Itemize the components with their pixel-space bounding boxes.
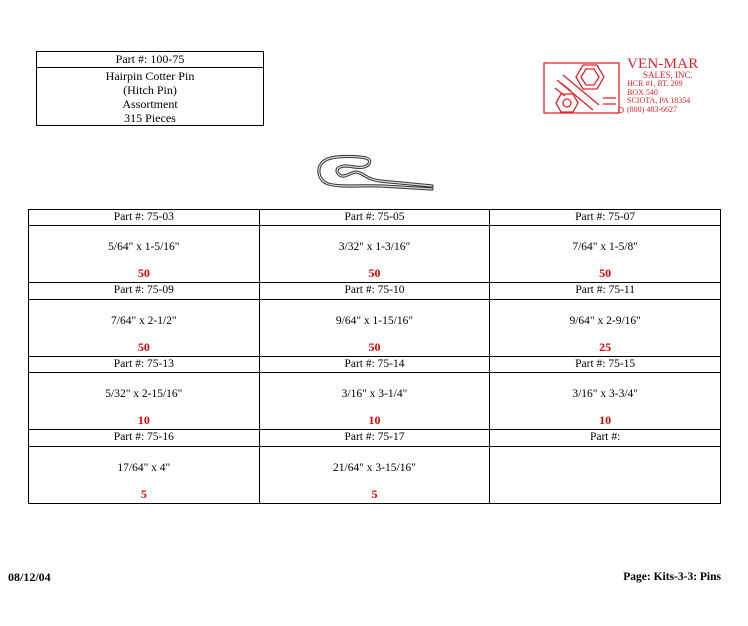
part-quantity: 50 bbox=[137, 339, 150, 354]
company-address-line: HCR #1, RT. 209 bbox=[627, 79, 683, 88]
table-row bbox=[29, 283, 721, 299]
part-detail-cell bbox=[259, 446, 490, 503]
kit-part-number: Part #: 100-75 bbox=[37, 52, 263, 68]
part-size: 17/64" x 4" bbox=[117, 461, 171, 474]
part-size: 7/64" x 2-1/2" bbox=[111, 314, 177, 327]
part-number-cell: Part #: 75-09 bbox=[29, 283, 260, 299]
company-address-line: BOX 540 bbox=[627, 87, 658, 97]
part-size: 7/64" x 1-5/8" bbox=[572, 241, 638, 254]
kit-description bbox=[37, 68, 263, 125]
table-row bbox=[29, 373, 721, 430]
part-quantity: 50 bbox=[368, 339, 381, 354]
part-number-cell: Part #: 75-16 bbox=[29, 430, 260, 446]
kit-description-line: 315 Pieces bbox=[124, 111, 176, 125]
table-row bbox=[29, 226, 721, 283]
part-number-cell: Part #: 75-03 bbox=[29, 210, 260, 226]
part-detail-cell bbox=[259, 226, 490, 283]
part-quantity: 25 bbox=[599, 339, 612, 354]
company-name: VEN-MAR bbox=[627, 56, 699, 72]
part-size: 9/64" x 2-9/16" bbox=[569, 314, 641, 327]
part-detail-cell bbox=[490, 226, 721, 283]
part-detail-cell bbox=[29, 299, 260, 356]
footer-date: 08/12/04 bbox=[8, 570, 51, 584]
part-detail-cell bbox=[259, 373, 490, 430]
part-number-cell: Part #: 75-17 bbox=[259, 430, 490, 446]
part-size: 9/64" x 1-15/16" bbox=[335, 314, 414, 327]
table-row bbox=[29, 210, 721, 226]
part-detail-cell bbox=[259, 299, 490, 356]
part-quantity: 50 bbox=[599, 266, 612, 281]
table-row bbox=[29, 356, 721, 372]
part-detail-cell bbox=[29, 226, 260, 283]
part-quantity: 10 bbox=[599, 413, 612, 428]
part-detail-cell bbox=[29, 446, 260, 503]
part-number-cell: Part #: 75-13 bbox=[29, 356, 260, 372]
part-size: 3/16" x 3-3/4" bbox=[572, 388, 638, 401]
part-quantity: 5 bbox=[140, 487, 147, 501]
part-number-cell: Part #: bbox=[490, 430, 721, 446]
part-number-cell: Part #: 75-11 bbox=[490, 283, 721, 299]
table-row bbox=[29, 446, 721, 503]
part-quantity: 50 bbox=[137, 266, 150, 281]
part-number-cell: Part #: 75-07 bbox=[490, 210, 721, 226]
company-subtitle: SALES, INC. bbox=[643, 70, 693, 80]
kit-description-line: Hairpin Cotter Pin bbox=[105, 69, 195, 83]
company-info bbox=[627, 57, 698, 114]
part-quantity: 5 bbox=[371, 487, 378, 501]
company-phone: (800) 483-6627 bbox=[627, 104, 677, 114]
part-number-cell: Part #: 75-10 bbox=[259, 283, 490, 299]
part-detail-cell bbox=[490, 299, 721, 356]
part-detail-cell bbox=[490, 373, 721, 430]
parts-table bbox=[28, 209, 721, 504]
part-number-cell: Part #: 75-05 bbox=[259, 210, 490, 226]
footer-page-label: Page: Kits-3-3: Pins bbox=[623, 571, 721, 583]
kit-description-line: (Hitch Pin) bbox=[123, 83, 177, 97]
part-size: 5/64" x 1-5/16" bbox=[108, 241, 180, 254]
part-size: 3/32" x 1-3/16" bbox=[338, 241, 411, 254]
company-address-line: SCIOTA, PA 18354 bbox=[627, 96, 691, 105]
part-detail-cell bbox=[490, 446, 721, 503]
part-quantity: 10 bbox=[368, 413, 381, 428]
table-row bbox=[29, 299, 721, 356]
part-quantity: 50 bbox=[368, 266, 381, 281]
part-size: 5/32" x 2-15/16" bbox=[105, 388, 183, 401]
part-number-cell: Part #: 75-14 bbox=[259, 356, 490, 372]
part-size: 3/16" x 3-1/4" bbox=[341, 388, 408, 401]
part-number-cell: Part #: 75-15 bbox=[490, 356, 721, 372]
hairpin-cotter-pin-image bbox=[310, 153, 434, 195]
part-quantity: 10 bbox=[137, 413, 150, 428]
part-size: 21/64" x 3-15/16" bbox=[333, 461, 416, 474]
part-detail-cell bbox=[29, 373, 260, 430]
kit-description-line: Assortment bbox=[122, 97, 178, 111]
kit-header-box bbox=[36, 51, 264, 126]
table-row bbox=[29, 430, 721, 446]
